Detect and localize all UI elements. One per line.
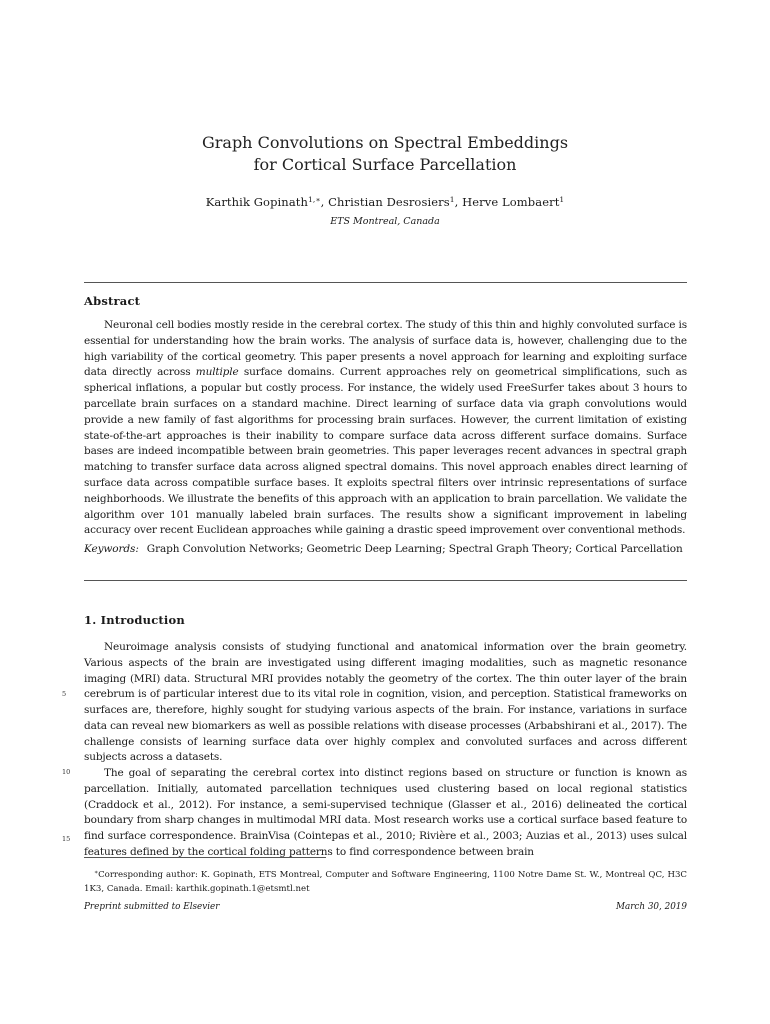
keywords-text: Graph Convolution Networks; Geometric Deep Learning; Spectral Graph Theory; Cortical Parcellation xyxy=(146,543,683,555)
introduction-heading: 1. Introduction xyxy=(84,613,185,627)
abstract-body xyxy=(84,318,687,539)
keywords-label: Keywords: xyxy=(84,543,139,555)
abstract-bottom-rule xyxy=(84,580,687,581)
introduction-paragraph: The goal of separating the cerebral cortex into distinct regions based on structure or function is known as parcellation. Initially, automated parcellation techniques used clustering based on local regional statistics (Craddock et al., 2012). For instance, a semi-supervised technique (Glasser et al., 2016) delineated the cortical boundary from sharp changes in multimodal MRI data. Most research works use a cortical surface based feature to find surface correspondence. BrainVisa (Cointepas et al., 2010; Rivière et al., 2003; Auzias et al., 2013) uses sulcal features defined by the cortical folding patterns to find correspondence between brain xyxy=(84,767,687,858)
abstract-heading: Abstract xyxy=(84,294,141,308)
author-name: Herve Lombaert xyxy=(462,195,560,209)
author-affiliation-marker: 1 xyxy=(449,195,455,204)
preprint-notice: Preprint submitted to Elsevier xyxy=(84,902,220,912)
abstract-text-part: surface domains. Current approaches rely on geometrical simplifications, such as spherical inflations, a popular but costly process. For instance, the widely used FreeSurfer takes about 3 hours to parcellate brain surfaces on a standard machine. Direct learning of surface data via graph convolutions would provide a new family of fast algorithms for processing brain surfaces. However, the current limitation of existing state-of-the-art approaches is their inability to compare surface data across different surface domains. Surface bases are indeed incompatible between brain geometries. This paper leverages recent advances in spectral graph matching to transfer surface data across aligned spectral domains. This novel approach enables direct learning of surface data across compatible surface bases. It exploits spectral filters over intrinsic representations of surface neighborhoods. We illustrate the benefits of this approach with an application to brain parcellation. We validate the algorithm over 101 manually labeled brain surfaces. The results show a significant improvement in labeling accuracy over recent Euclidean approaches while gaining a drastic speed improvement over conventional methods. xyxy=(84,366,687,537)
preprint-date: March 30, 2019 xyxy=(615,902,687,912)
affiliation: ETS Montreal, Canada xyxy=(330,216,440,227)
footnote xyxy=(84,866,687,896)
keywords xyxy=(84,542,687,558)
introduction-paragraph: Neuroimage analysis consists of studying functional and anatomical information over the brain geometry. Various aspects of the brain are investigated using different imaging modalities, such as magnetic resonance imaging (MRI) data. Structural MRI provides notably the geometry of the cortex. The thin outer layer of the brain cerebrum is of particular interest due to its vital role in cognition, vision, and perception. Statistical frameworks on surfaces are, therefore, highly sought for studying various aspects of the brain. For instance, variations in surface data can reveal new biomarkers as well as possible relations with disease processes (Arbabshirani et al., 2017). The challenge consists of learning surface data over highly complex and convoluted surfaces and across different subjects across a datasets. xyxy=(84,641,687,764)
author-name: Christian Desrosiers xyxy=(328,195,450,209)
footnote-rule xyxy=(84,857,326,858)
author-name: Karthik Gopinath xyxy=(205,195,309,209)
author-list: Karthik Gopinath$^{1,∗}$, Christian Desrosiers$^1$, Herve Lombaert$^1$ xyxy=(205,195,565,209)
abstract-top-rule xyxy=(84,282,687,283)
paper-title-line-1: Graph Convolutions on Spectral Embeddings xyxy=(201,133,569,152)
author-affiliation-marker: 1 xyxy=(559,195,565,204)
introduction-body xyxy=(84,640,687,861)
footnote-marker: ∗ xyxy=(94,869,99,876)
abstract-text-part: Neuronal cell bodies mostly reside in the cerebral cortex. The study of this thin and highly convoluted surface is essential for understanding how the brain works. The analysis of surface data is, however, challenging due to the high variability of the cortical geometry. This paper presents a novel approach for learning and exploiting surface data directly across xyxy=(84,319,687,379)
footnote-text: Corresponding author: K. Gopinath, ETS Montreal, Computer and Software Engineering, 1100 Notre Dame St. W., Montreal QC, H3C 1K3, Canada. Email: karthik.gopinath.1@etsmtl.net xyxy=(84,870,687,894)
line-number: 5 xyxy=(62,690,67,698)
author-affiliation-marker: 1,∗ xyxy=(308,195,321,204)
paper-title-line-2: for Cortical Surface Parcellation xyxy=(253,155,517,174)
line-number: 10 xyxy=(62,768,71,776)
abstract-emphasis: multiple xyxy=(195,366,239,379)
line-number: 15 xyxy=(62,835,71,843)
